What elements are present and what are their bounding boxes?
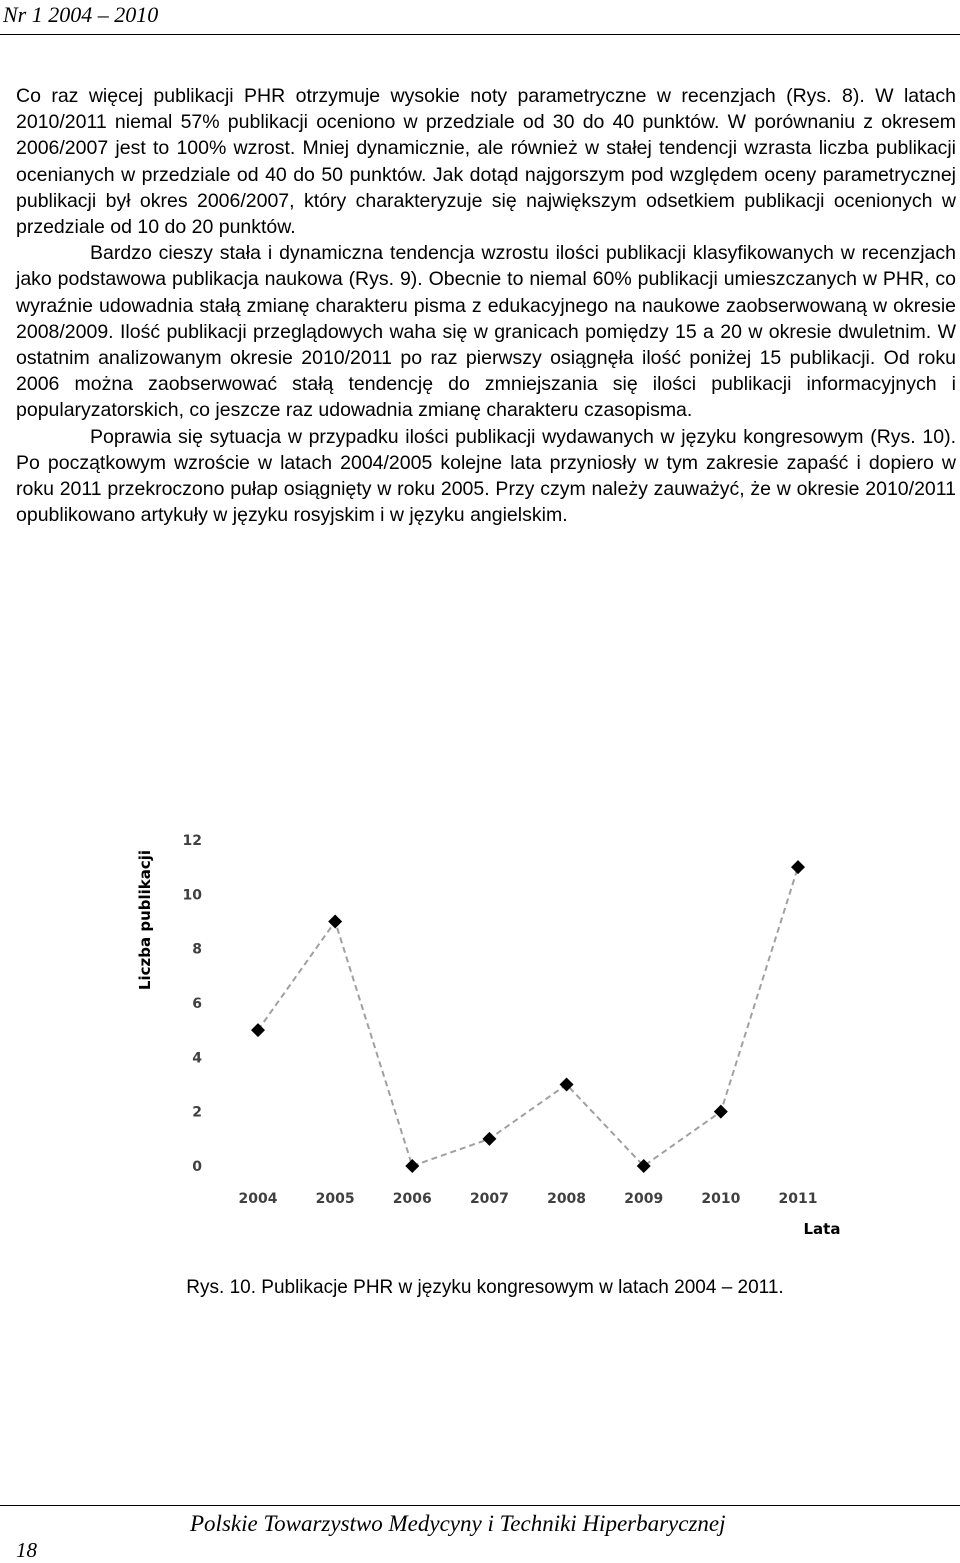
y-tick-label: 4 (192, 1050, 202, 1067)
y-tick-label: 2 (192, 1104, 202, 1121)
data-point-marker (482, 1132, 496, 1146)
x-axis-label: Lata (803, 1220, 841, 1238)
x-tick-label: 2006 (392, 1191, 432, 1207)
page-number: 18 (16, 1538, 37, 1562)
x-tick-label: 2004 (238, 1191, 278, 1207)
paragraph-3: Poprawia się sytuacja w przypadku ilości publikacji wydawanych w języku kongresowym (Rys. 10). Po początkowym wzroście w latach 2004/2005 kolejne lata przyniosły w tym zakresie zapaść i dopiero w roku 2011 przekroczono pułap osiągnięty w roku 2005. Przy czym należy zauważyć, że w okresie 2010/2011 opublikowano artykuły w języku rosyjskim i w języku angielskim. (16, 425, 956, 527)
publications-chart (120, 820, 860, 1250)
paragraph-2: Bardzo cieszy stała i dynamiczna tendencja wzrostu ilości publikacji klasyfikowanych w recenzjach jako podstawowa publikacja naukowa (Rys. 9). Obecnie to niemal 60% publikacji umieszczanych w PHR, co wyraźnie udowadnia stałą zmianę charakteru pisma z edukacyjnego na naukowe zaobserwowaną w okresie 2008/2009. Ilość publikacji przeglądowych waha się w granicach pomiędzy 15 a 20 w okresie dwuletnim. W ostatnim analizowanym okresie 2010/2011 po raz pierwszy osiągnęła ilość poniżej 15 publikacji. Od roku 2006 można zaobserwować stałą tendencję do zmniejszania się ilości publikacji informacyjnych i popularyzatorskich, co jeszcze raz udowadnia zmianę charakteru czasopisma. (16, 242, 956, 422)
x-tick-label: 2008 (547, 1191, 587, 1207)
header-divider (0, 34, 960, 35)
data-point-marker (251, 1023, 265, 1037)
data-point-marker (791, 860, 805, 874)
x-tick-label: 2009 (624, 1191, 664, 1207)
chart-svg (120, 820, 860, 1250)
paragraph-1: Co raz więcej publikacji PHR otrzymuje wysokie noty parametryczne w recenzjach (Rys. 8). W latach 2010/2011 niemal 57% publikacji oceniono w przedziale od 30 do 40 punktów. W porównaniu z okresem 2006/2007 jest to 100% wzrost. Mniej dynamicznie, ale również w stałej tendencji wzrasta liczba publikacji ocenianych w przedziale od 40 do 50 punktów. Jak dotąd najgorszym pod względem oceny parametrycznej publikacji był okres 2006/2007, który charakteryzuje się największym odsetkiem publikacji ocenionych w przedziale od 10 do 20 punktów. (16, 85, 956, 239)
x-tick-label: 2010 (701, 1191, 741, 1207)
data-point-marker (714, 1105, 728, 1119)
running-title: Nr 1 2004 – 2010 (3, 2, 159, 27)
y-tick-label: 12 (182, 833, 202, 849)
footer-title: Polskie Towarzystwo Medycyny i Techniki Hiperbarycznej (190, 1511, 726, 1536)
data-point-marker (405, 1159, 419, 1173)
page-header (0, 0, 960, 36)
x-tick-label: 2007 (469, 1191, 509, 1207)
data-point-marker (328, 915, 342, 929)
series-line (258, 867, 798, 1166)
footer-divider (0, 1505, 960, 1506)
x-tick-label: 2005 (315, 1191, 355, 1207)
y-tick-label: 8 (192, 941, 202, 958)
y-tick-label: 10 (182, 887, 202, 904)
y-axis-label: Liczba publikacji (136, 849, 154, 991)
article-body (16, 83, 956, 528)
figure-caption: Rys. 10. Publikacje PHR w języku kongresowym w latach 2004 – 2011. (186, 1277, 784, 1298)
y-tick-label: 0 (192, 1159, 202, 1175)
x-tick-label: 2011 (778, 1191, 818, 1207)
y-tick-label: 6 (192, 996, 202, 1012)
